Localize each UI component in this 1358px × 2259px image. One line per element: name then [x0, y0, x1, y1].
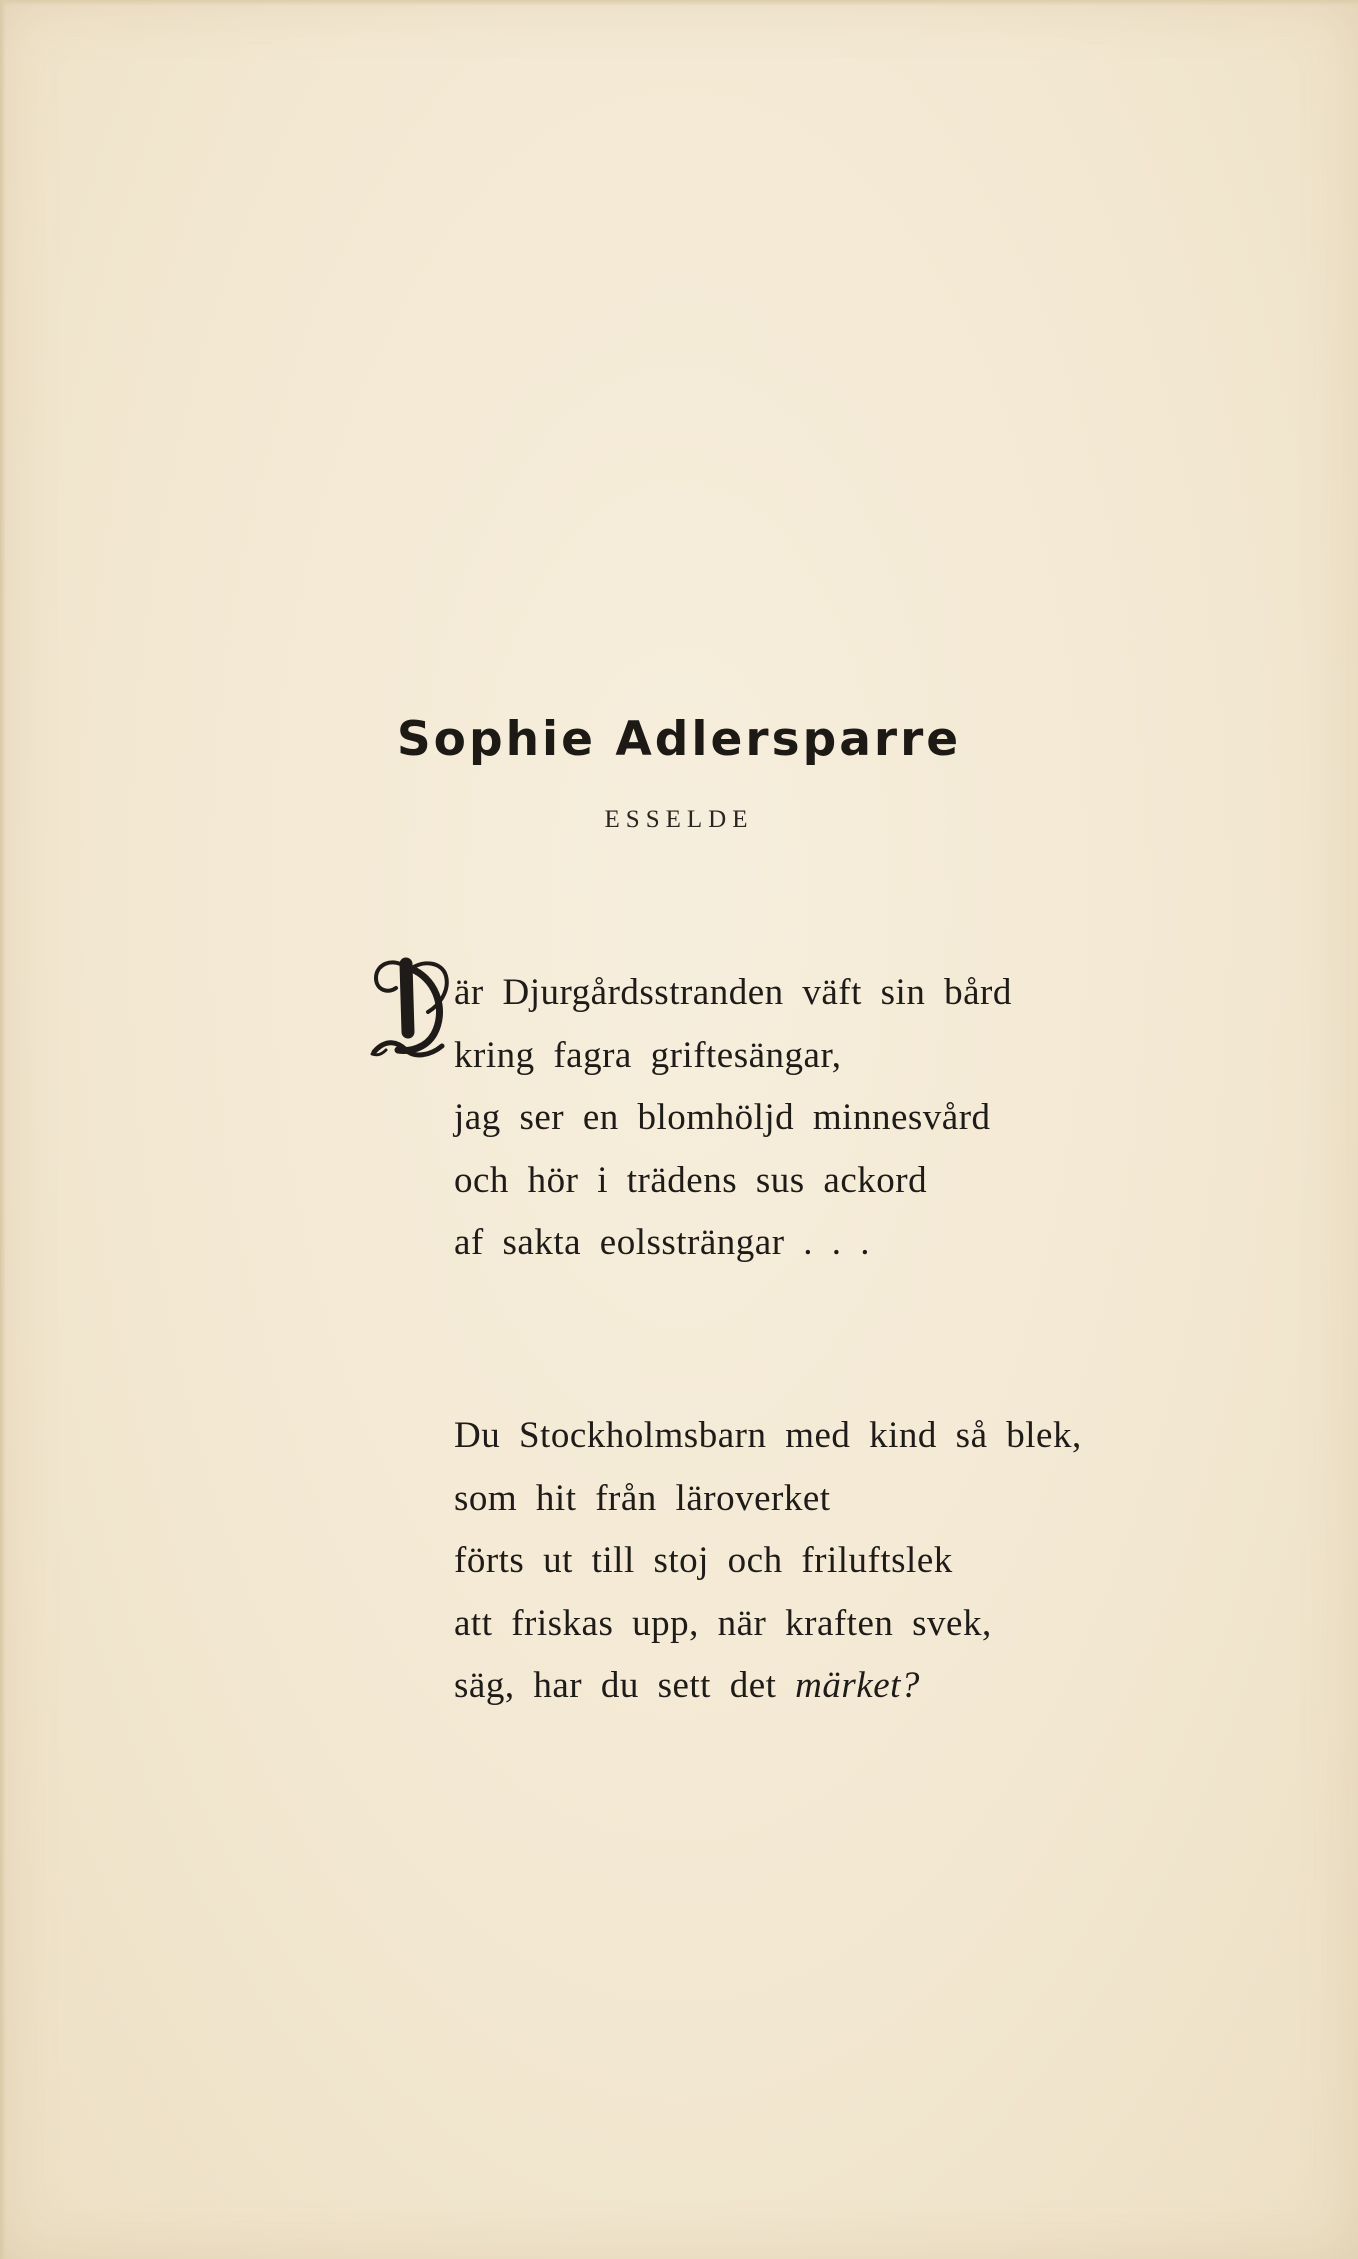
- poem-line: är Djurgårdsstranden väft sin bård: [454, 972, 1012, 1013]
- poem-line: Du Stockholmsbarn med kind så blek,: [454, 1415, 1082, 1456]
- poem-line-last-text: säg, har du sett det: [454, 1665, 777, 1706]
- page-title: Sophie Adlersparre: [396, 712, 962, 767]
- poem-line: att friskas upp, när kraften svek,: [454, 1602, 992, 1644]
- poem-line: förts ut till stoj och friluftslek: [454, 1540, 953, 1581]
- poem-line: af sakta eolssträngar . . .: [454, 1222, 871, 1263]
- poem-line: jag ser en blomhöljd minnesvård: [454, 1097, 991, 1138]
- drop-cap-d-icon: [368, 952, 450, 1062]
- poem-line-last: [454, 1655, 1334, 1718]
- paper-edge-left: [0, 0, 6, 2259]
- paper-edge-top: [0, 0, 1358, 6]
- page-subtitle: ESSELDE: [604, 806, 754, 833]
- poem-line: och hör i trädens sus ackord: [454, 1159, 928, 1201]
- poem-line: kring fagra griftesängar,: [454, 1034, 842, 1076]
- poem-stanza-2: [454, 1405, 1334, 1718]
- poem-line: som hit från läroverket: [454, 1477, 831, 1519]
- poem-line-last-italic: märket?: [795, 1665, 920, 1706]
- poem-stanza-1: [454, 962, 1334, 1275]
